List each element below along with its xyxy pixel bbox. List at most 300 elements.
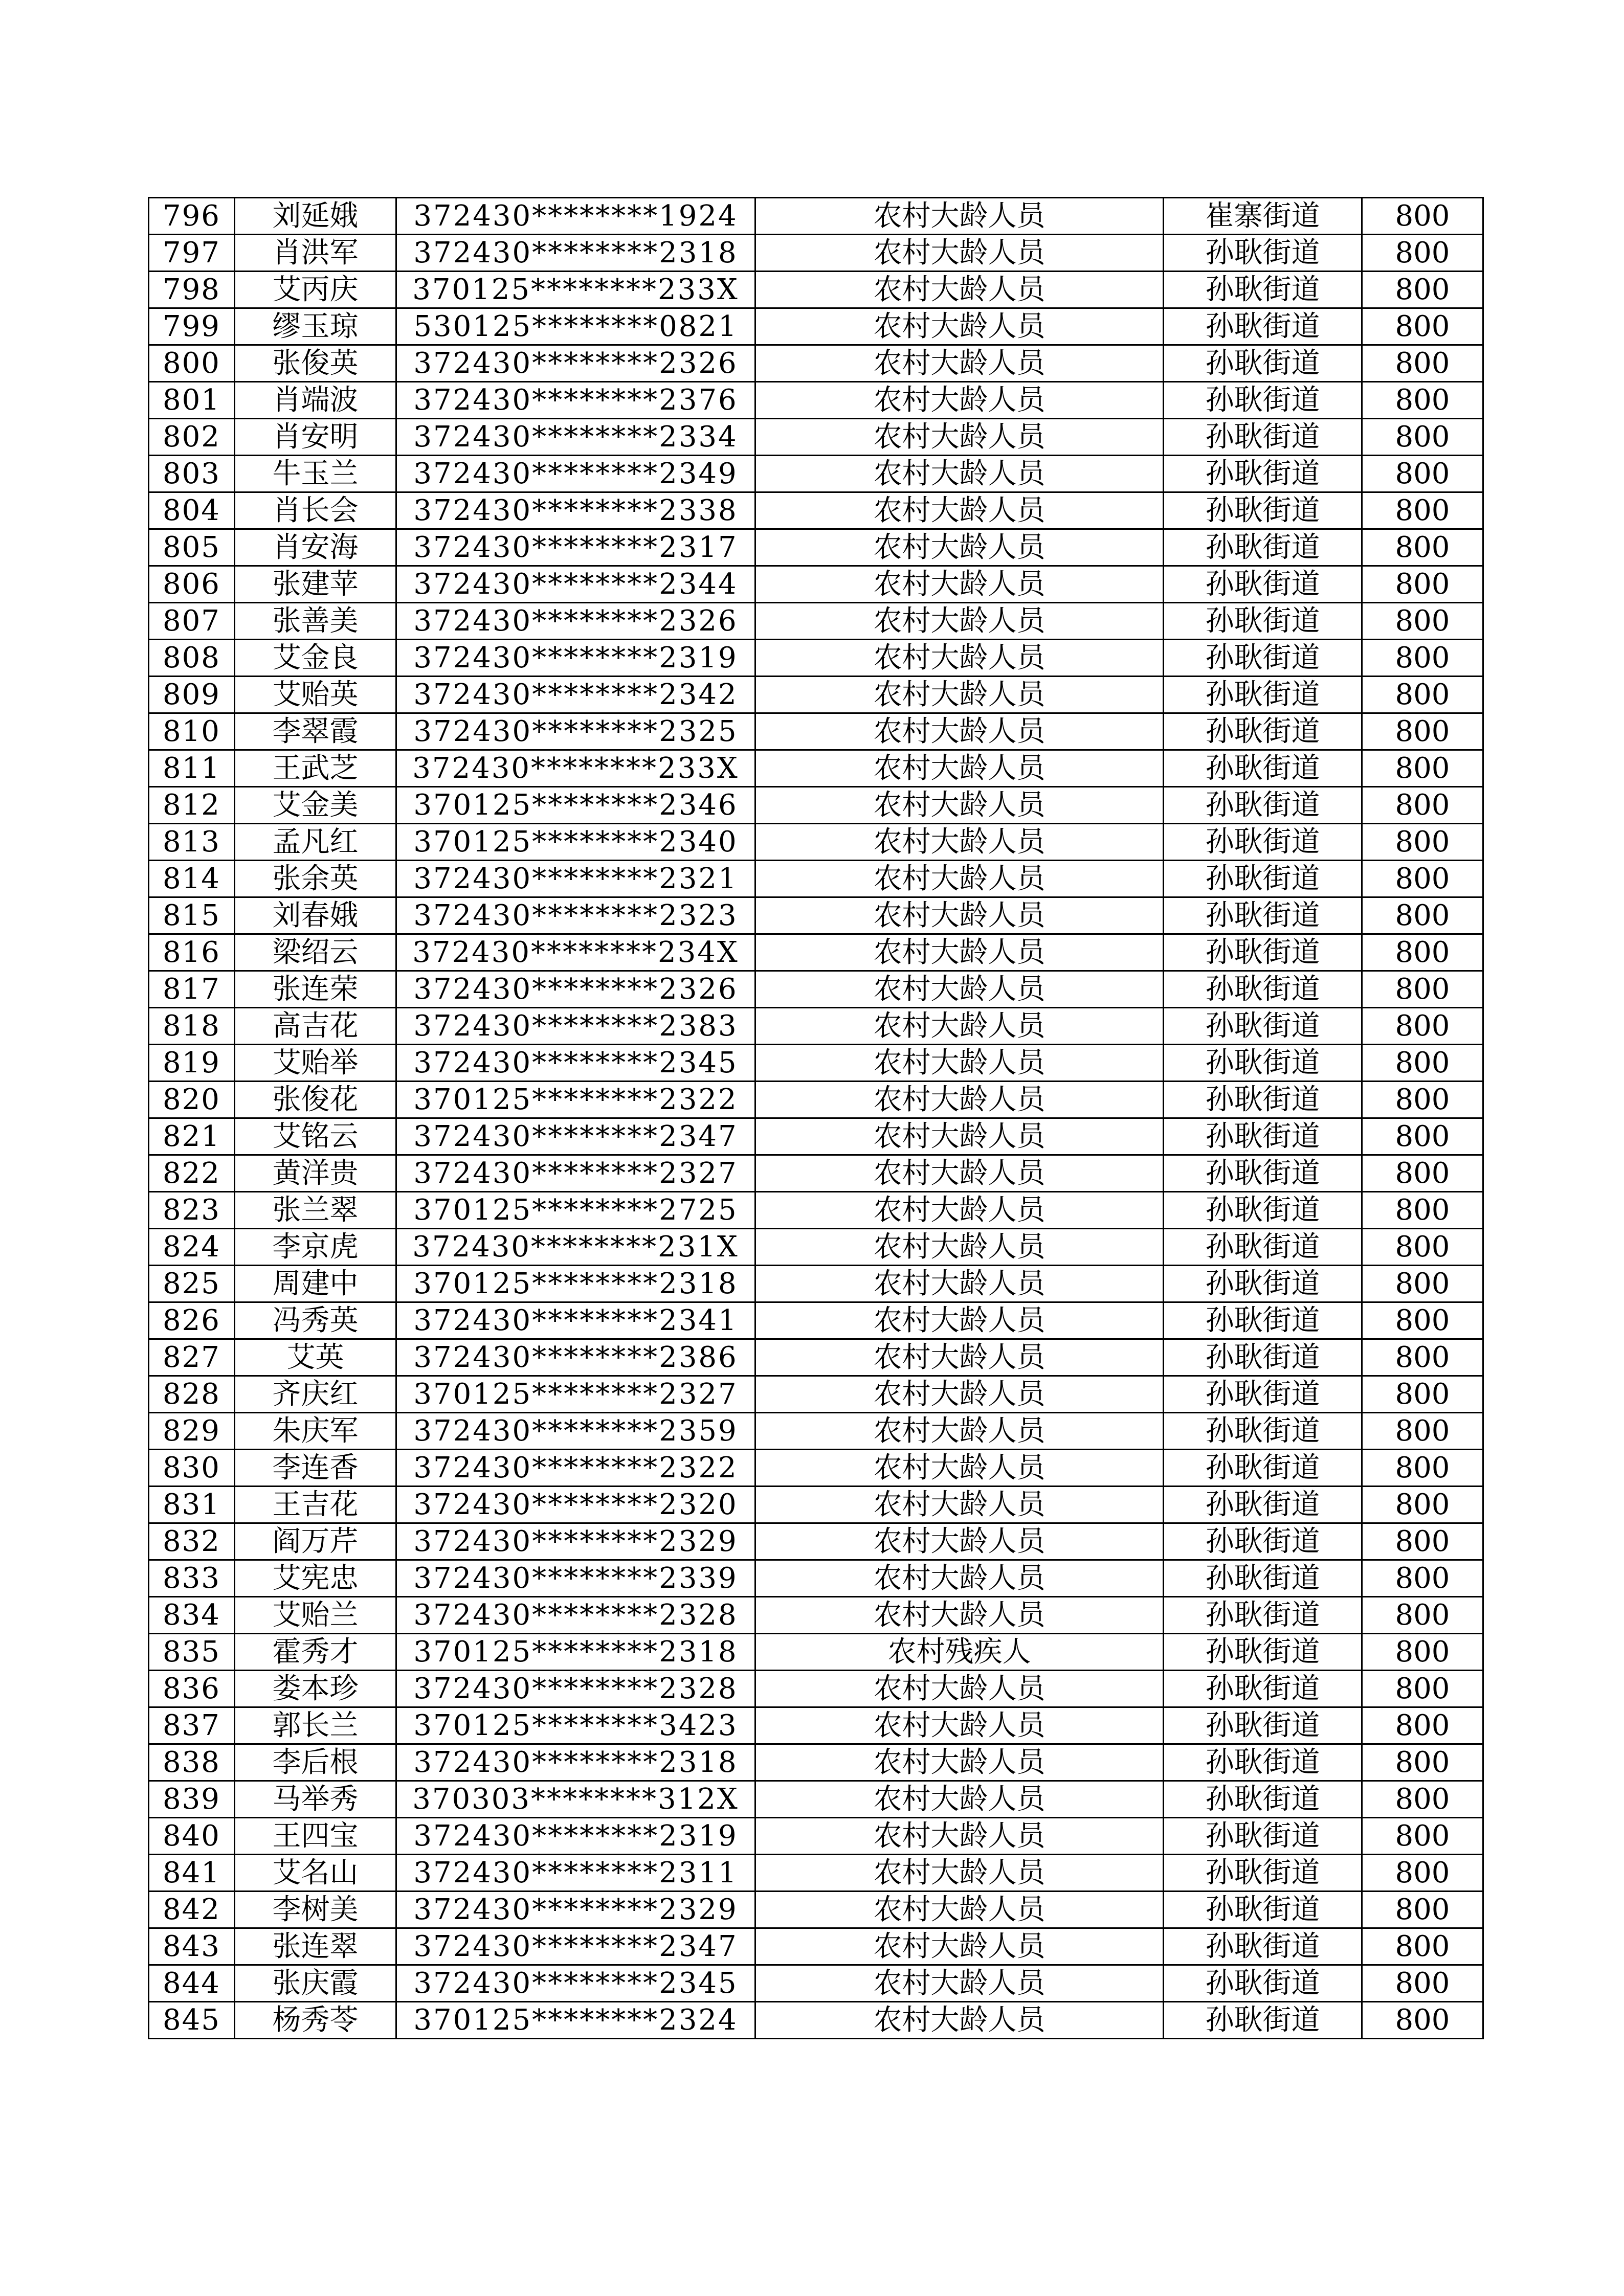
subdistrict-cell: 孙耿街道 [1164, 1266, 1362, 1302]
name-cell: 王四宝 [235, 1818, 396, 1855]
name-cell: 肖长会 [235, 492, 396, 529]
table-row [149, 198, 1483, 235]
amount-cell: 800 [1362, 1597, 1483, 1634]
category-cell: 农村大龄人员 [755, 1781, 1164, 1818]
category-cell: 农村大龄人员 [755, 1008, 1164, 1045]
id-number-cell: 370125********233X [396, 272, 755, 308]
row-number-cell: 814 [149, 861, 235, 897]
subdistrict-cell: 孙耿街道 [1164, 1892, 1362, 1928]
id-number-cell: 372430********2325 [396, 713, 755, 750]
category-cell: 农村大龄人员 [755, 750, 1164, 787]
name-cell: 张俊英 [235, 345, 396, 382]
id-number-cell: 372430********2386 [396, 1339, 755, 1376]
id-number-cell: 372430********2338 [396, 492, 755, 529]
row-number-cell: 807 [149, 603, 235, 640]
row-number-cell: 837 [149, 1707, 235, 1744]
row-number-cell: 802 [149, 419, 235, 456]
id-number-cell: 372430********2328 [396, 1671, 755, 1707]
id-number-cell: 370125********2340 [396, 824, 755, 861]
row-number-cell: 839 [149, 1781, 235, 1818]
amount-cell: 800 [1362, 897, 1483, 934]
category-cell: 农村大龄人员 [755, 1707, 1164, 1744]
name-cell: 张庆霞 [235, 1965, 396, 2002]
subdistrict-cell: 孙耿街道 [1164, 1818, 1362, 1855]
category-cell: 农村大龄人员 [755, 419, 1164, 456]
category-cell: 农村大龄人员 [755, 308, 1164, 345]
subdistrict-cell: 孙耿街道 [1164, 1229, 1362, 1266]
subdistrict-cell: 孙耿街道 [1164, 713, 1362, 750]
category-cell: 农村大龄人员 [755, 603, 1164, 640]
name-cell: 肖端波 [235, 382, 396, 419]
row-number-cell: 840 [149, 1818, 235, 1855]
table-row [149, 456, 1483, 492]
table-row [149, 1008, 1483, 1045]
id-number-cell: 372430********2318 [396, 235, 755, 272]
row-number-cell: 817 [149, 971, 235, 1008]
id-number-cell: 372430********2347 [396, 1928, 755, 1965]
amount-cell: 800 [1362, 1634, 1483, 1671]
category-cell: 农村大龄人员 [755, 1045, 1164, 1082]
id-number-cell: 370125********2318 [396, 1266, 755, 1302]
amount-cell: 800 [1362, 1302, 1483, 1339]
subdistrict-cell: 孙耿街道 [1164, 750, 1362, 787]
table-row [149, 713, 1483, 750]
category-cell: 农村大龄人员 [755, 934, 1164, 971]
subdistrict-cell: 孙耿街道 [1164, 492, 1362, 529]
name-cell: 李树美 [235, 1892, 396, 1928]
row-number-cell: 800 [149, 345, 235, 382]
subdistrict-cell: 孙耿街道 [1164, 1008, 1362, 1045]
category-cell: 农村大龄人员 [755, 787, 1164, 824]
amount-cell: 800 [1362, 861, 1483, 897]
row-number-cell: 844 [149, 1965, 235, 2002]
id-number-cell: 372430********2345 [396, 1045, 755, 1082]
table-row [149, 529, 1483, 566]
table-row [149, 824, 1483, 861]
category-cell: 农村大龄人员 [755, 345, 1164, 382]
row-number-cell: 813 [149, 824, 235, 861]
row-number-cell: 821 [149, 1118, 235, 1155]
category-cell: 农村大龄人员 [755, 1487, 1164, 1523]
amount-cell: 800 [1362, 713, 1483, 750]
row-number-cell: 841 [149, 1855, 235, 1892]
id-number-cell: 372430********2344 [396, 566, 755, 603]
subdistrict-cell: 孙耿街道 [1164, 1744, 1362, 1781]
table-row [149, 1376, 1483, 1413]
subdistrict-cell: 孙耿街道 [1164, 566, 1362, 603]
amount-cell: 800 [1362, 1450, 1483, 1487]
table-body [149, 198, 1483, 2039]
subdistrict-cell: 孙耿街道 [1164, 1045, 1362, 1082]
category-cell: 农村大龄人员 [755, 1523, 1164, 1560]
name-cell: 艾贻举 [235, 1045, 396, 1082]
id-number-cell: 372430********2319 [396, 1818, 755, 1855]
subdistrict-cell: 孙耿街道 [1164, 1855, 1362, 1892]
table-row [149, 1118, 1483, 1155]
row-number-cell: 835 [149, 1634, 235, 1671]
row-number-cell: 804 [149, 492, 235, 529]
amount-cell: 800 [1362, 1928, 1483, 1965]
category-cell: 农村大龄人员 [755, 861, 1164, 897]
subdistrict-cell: 孙耿街道 [1164, 272, 1362, 308]
category-cell: 农村大龄人员 [755, 640, 1164, 677]
id-number-cell: 372430********2326 [396, 345, 755, 382]
name-cell: 王武芝 [235, 750, 396, 787]
id-number-cell: 372430********2319 [396, 640, 755, 677]
amount-cell: 800 [1362, 566, 1483, 603]
amount-cell: 800 [1362, 1818, 1483, 1855]
name-cell: 张连荣 [235, 971, 396, 1008]
subdistrict-cell: 孙耿街道 [1164, 1376, 1362, 1413]
id-number-cell: 372430********2376 [396, 382, 755, 419]
table-row [149, 492, 1483, 529]
amount-cell: 800 [1362, 456, 1483, 492]
subdistrict-cell: 孙耿街道 [1164, 345, 1362, 382]
row-number-cell: 828 [149, 1376, 235, 1413]
table-row [149, 787, 1483, 824]
table-row [149, 1192, 1483, 1229]
id-number-cell: 372430********2311 [396, 1855, 755, 1892]
row-number-cell: 829 [149, 1413, 235, 1450]
amount-cell: 800 [1362, 1266, 1483, 1302]
row-number-cell: 797 [149, 235, 235, 272]
category-cell: 农村大龄人员 [755, 198, 1164, 235]
id-number-cell: 372430********2328 [396, 1597, 755, 1634]
amount-cell: 800 [1362, 1045, 1483, 1082]
row-number-cell: 820 [149, 1082, 235, 1118]
category-cell: 农村大龄人员 [755, 1560, 1164, 1597]
amount-cell: 800 [1362, 1155, 1483, 1192]
name-cell: 高吉花 [235, 1008, 396, 1045]
row-number-cell: 838 [149, 1744, 235, 1781]
id-number-cell: 372430********233X [396, 750, 755, 787]
category-cell: 农村大龄人员 [755, 492, 1164, 529]
category-cell: 农村大龄人员 [755, 529, 1164, 566]
category-cell: 农村大龄人员 [755, 1376, 1164, 1413]
amount-cell: 800 [1362, 345, 1483, 382]
amount-cell: 800 [1362, 198, 1483, 235]
amount-cell: 800 [1362, 272, 1483, 308]
name-cell: 霍秀才 [235, 1634, 396, 1671]
name-cell: 梁绍云 [235, 934, 396, 971]
name-cell: 艾贻兰 [235, 1597, 396, 1634]
row-number-cell: 812 [149, 787, 235, 824]
subdistrict-cell: 孙耿街道 [1164, 787, 1362, 824]
subdistrict-cell: 孙耿街道 [1164, 640, 1362, 677]
subdistrict-cell: 孙耿街道 [1164, 456, 1362, 492]
category-cell: 农村大龄人员 [755, 1892, 1164, 1928]
table-row [149, 971, 1483, 1008]
category-cell: 农村大龄人员 [755, 1118, 1164, 1155]
id-number-cell: 370125********3423 [396, 1707, 755, 1744]
table-row [149, 1634, 1483, 1671]
category-cell: 农村大龄人员 [755, 677, 1164, 713]
name-cell: 艾金美 [235, 787, 396, 824]
category-cell: 农村大龄人员 [755, 1597, 1164, 1634]
table-row [149, 603, 1483, 640]
amount-cell: 800 [1362, 1965, 1483, 2002]
subdistrict-cell: 孙耿街道 [1164, 971, 1362, 1008]
id-number-cell: 370125********2324 [396, 2002, 755, 2039]
amount-cell: 800 [1362, 640, 1483, 677]
name-cell: 李京虎 [235, 1229, 396, 1266]
id-number-cell: 372430********2345 [396, 1965, 755, 2002]
subdistrict-cell: 孙耿街道 [1164, 419, 1362, 456]
table-row [149, 861, 1483, 897]
name-cell: 郭长兰 [235, 1707, 396, 1744]
table-row [149, 1523, 1483, 1560]
category-cell: 农村大龄人员 [755, 1450, 1164, 1487]
name-cell: 艾铭云 [235, 1118, 396, 1155]
id-number-cell: 372430********2341 [396, 1302, 755, 1339]
id-number-cell: 372430********231X [396, 1229, 755, 1266]
subdistrict-cell: 孙耿街道 [1164, 308, 1362, 345]
name-cell: 杨秀苓 [235, 2002, 396, 2039]
table-row [149, 1892, 1483, 1928]
name-cell: 艾宪忠 [235, 1560, 396, 1597]
amount-cell: 800 [1362, 1892, 1483, 1928]
row-number-cell: 810 [149, 713, 235, 750]
category-cell: 农村大龄人员 [755, 1339, 1164, 1376]
row-number-cell: 809 [149, 677, 235, 713]
category-cell: 农村大龄人员 [755, 1266, 1164, 1302]
amount-cell: 800 [1362, 1707, 1483, 1744]
row-number-cell: 845 [149, 2002, 235, 2039]
table-row [149, 1487, 1483, 1523]
name-cell: 王吉花 [235, 1487, 396, 1523]
row-number-cell: 842 [149, 1892, 235, 1928]
name-cell: 阎万芹 [235, 1523, 396, 1560]
amount-cell: 800 [1362, 419, 1483, 456]
subdistrict-cell: 孙耿街道 [1164, 1634, 1362, 1671]
table-row [149, 897, 1483, 934]
row-number-cell: 796 [149, 198, 235, 235]
table-row [149, 1266, 1483, 1302]
subdistrict-cell: 孙耿街道 [1164, 1965, 1362, 2002]
name-cell: 李连香 [235, 1450, 396, 1487]
amount-cell: 800 [1362, 1487, 1483, 1523]
category-cell: 农村大龄人员 [755, 382, 1164, 419]
name-cell: 张善美 [235, 603, 396, 640]
amount-cell: 800 [1362, 603, 1483, 640]
row-number-cell: 822 [149, 1155, 235, 1192]
subdistrict-cell: 孙耿街道 [1164, 897, 1362, 934]
table-row [149, 1965, 1483, 2002]
amount-cell: 800 [1362, 971, 1483, 1008]
name-cell: 肖洪军 [235, 235, 396, 272]
table-row [149, 1781, 1483, 1818]
table-row [149, 235, 1483, 272]
name-cell: 孟凡红 [235, 824, 396, 861]
subdistrict-cell: 孙耿街道 [1164, 824, 1362, 861]
table-row [149, 419, 1483, 456]
row-number-cell: 825 [149, 1266, 235, 1302]
category-cell: 农村大龄人员 [755, 2002, 1164, 2039]
table-row [149, 382, 1483, 419]
category-cell: 农村大龄人员 [755, 1192, 1164, 1229]
amount-cell: 800 [1362, 529, 1483, 566]
id-number-cell: 372430********2320 [396, 1487, 755, 1523]
table-row [149, 1707, 1483, 1744]
amount-cell: 800 [1362, 1376, 1483, 1413]
amount-cell: 800 [1362, 750, 1483, 787]
name-cell: 黄洋贵 [235, 1155, 396, 1192]
category-cell: 农村大龄人员 [755, 897, 1164, 934]
row-number-cell: 803 [149, 456, 235, 492]
name-cell: 张兰翠 [235, 1192, 396, 1229]
amount-cell: 800 [1362, 787, 1483, 824]
table-row [149, 1671, 1483, 1707]
category-cell: 农村大龄人员 [755, 1965, 1164, 2002]
table-row [149, 1229, 1483, 1266]
category-cell: 农村大龄人员 [755, 272, 1164, 308]
table-row [149, 1045, 1483, 1082]
category-cell: 农村大龄人员 [755, 1229, 1164, 1266]
id-number-cell: 370125********2346 [396, 787, 755, 824]
id-number-cell: 372430********2334 [396, 419, 755, 456]
amount-cell: 800 [1362, 235, 1483, 272]
table-row [149, 1450, 1483, 1487]
category-cell: 农村大龄人员 [755, 1155, 1164, 1192]
row-number-cell: 823 [149, 1192, 235, 1229]
subdistrict-cell: 孙耿街道 [1164, 1413, 1362, 1450]
name-cell: 刘延娥 [235, 198, 396, 235]
amount-cell: 800 [1362, 2002, 1483, 2039]
id-number-cell: 372430********234X [396, 934, 755, 971]
name-cell: 肖安明 [235, 419, 396, 456]
subdistrict-cell: 孙耿街道 [1164, 861, 1362, 897]
subdistrict-cell: 孙耿街道 [1164, 1523, 1362, 1560]
id-number-cell: 372430********2329 [396, 1523, 755, 1560]
subdistrict-cell: 孙耿街道 [1164, 2002, 1362, 2039]
row-number-cell: 819 [149, 1045, 235, 1082]
category-cell: 农村大龄人员 [755, 1928, 1164, 1965]
table-row [149, 308, 1483, 345]
amount-cell: 800 [1362, 382, 1483, 419]
subdistrict-cell: 孙耿街道 [1164, 1671, 1362, 1707]
id-number-cell: 372430********2321 [396, 861, 755, 897]
row-number-cell: 799 [149, 308, 235, 345]
row-number-cell: 826 [149, 1302, 235, 1339]
beneficiary-table [148, 197, 1484, 2039]
table-row [149, 1155, 1483, 1192]
id-number-cell: 370125********2725 [396, 1192, 755, 1229]
amount-cell: 800 [1362, 1855, 1483, 1892]
amount-cell: 800 [1362, 492, 1483, 529]
name-cell: 艾名山 [235, 1855, 396, 1892]
subdistrict-cell: 孙耿街道 [1164, 1302, 1362, 1339]
subdistrict-cell: 孙耿街道 [1164, 235, 1362, 272]
category-cell: 农村大龄人员 [755, 824, 1164, 861]
subdistrict-cell: 孙耿街道 [1164, 1487, 1362, 1523]
subdistrict-cell: 孙耿街道 [1164, 529, 1362, 566]
name-cell: 冯秀英 [235, 1302, 396, 1339]
category-cell: 农村大龄人员 [755, 1082, 1164, 1118]
id-number-cell: 370125********2322 [396, 1082, 755, 1118]
row-number-cell: 832 [149, 1523, 235, 1560]
amount-cell: 800 [1362, 1781, 1483, 1818]
row-number-cell: 818 [149, 1008, 235, 1045]
amount-cell: 800 [1362, 1671, 1483, 1707]
amount-cell: 800 [1362, 308, 1483, 345]
table-row [149, 1744, 1483, 1781]
name-cell: 齐庆红 [235, 1376, 396, 1413]
id-number-cell: 372430********2347 [396, 1118, 755, 1155]
subdistrict-cell: 孙耿街道 [1164, 1082, 1362, 1118]
category-cell: 农村大龄人员 [755, 971, 1164, 1008]
amount-cell: 800 [1362, 1192, 1483, 1229]
table-row [149, 1597, 1483, 1634]
subdistrict-cell: 孙耿街道 [1164, 1928, 1362, 1965]
subdistrict-cell: 孙耿街道 [1164, 1192, 1362, 1229]
row-number-cell: 811 [149, 750, 235, 787]
id-number-cell: 372430********2323 [396, 897, 755, 934]
table-row [149, 2002, 1483, 2039]
name-cell: 李翠霞 [235, 713, 396, 750]
id-number-cell: 372430********2359 [396, 1413, 755, 1450]
id-number-cell: 372430********1924 [396, 198, 755, 235]
subdistrict-cell: 孙耿街道 [1164, 677, 1362, 713]
name-cell: 张连翠 [235, 1928, 396, 1965]
table-row [149, 677, 1483, 713]
subdistrict-cell: 孙耿街道 [1164, 603, 1362, 640]
name-cell: 张俊花 [235, 1082, 396, 1118]
subdistrict-cell: 孙耿街道 [1164, 934, 1362, 971]
category-cell: 农村残疾人 [755, 1634, 1164, 1671]
name-cell: 牛玉兰 [235, 456, 396, 492]
name-cell: 周建中 [235, 1266, 396, 1302]
name-cell: 艾丙庆 [235, 272, 396, 308]
id-number-cell: 372430********2329 [396, 1892, 755, 1928]
table-row [149, 750, 1483, 787]
subdistrict-cell: 孙耿街道 [1164, 1707, 1362, 1744]
row-number-cell: 836 [149, 1671, 235, 1707]
id-number-cell: 370125********2327 [396, 1376, 755, 1413]
category-cell: 农村大龄人员 [755, 235, 1164, 272]
table-row [149, 1818, 1483, 1855]
subdistrict-cell: 孙耿街道 [1164, 1118, 1362, 1155]
id-number-cell: 372430********2342 [396, 677, 755, 713]
amount-cell: 800 [1362, 1082, 1483, 1118]
table-row [149, 1928, 1483, 1965]
id-number-cell: 370125********2318 [396, 1634, 755, 1671]
amount-cell: 800 [1362, 1560, 1483, 1597]
table-row [149, 1855, 1483, 1892]
amount-cell: 800 [1362, 1229, 1483, 1266]
id-number-cell: 372430********2322 [396, 1450, 755, 1487]
name-cell: 缪玉琼 [235, 308, 396, 345]
table-row [149, 934, 1483, 971]
id-number-cell: 372430********2383 [396, 1008, 755, 1045]
id-number-cell: 372430********2326 [396, 971, 755, 1008]
row-number-cell: 808 [149, 640, 235, 677]
id-number-cell: 530125********0821 [396, 308, 755, 345]
subdistrict-cell: 孙耿街道 [1164, 1155, 1362, 1192]
subdistrict-cell: 孙耿街道 [1164, 1781, 1362, 1818]
table-row [149, 1339, 1483, 1376]
amount-cell: 800 [1362, 1008, 1483, 1045]
amount-cell: 800 [1362, 1339, 1483, 1376]
subdistrict-cell: 孙耿街道 [1164, 382, 1362, 419]
row-number-cell: 824 [149, 1229, 235, 1266]
id-number-cell: 372430********2327 [396, 1155, 755, 1192]
category-cell: 农村大龄人员 [755, 1302, 1164, 1339]
row-number-cell: 816 [149, 934, 235, 971]
category-cell: 农村大龄人员 [755, 1671, 1164, 1707]
subdistrict-cell: 孙耿街道 [1164, 1560, 1362, 1597]
table-row [149, 1082, 1483, 1118]
amount-cell: 800 [1362, 1413, 1483, 1450]
